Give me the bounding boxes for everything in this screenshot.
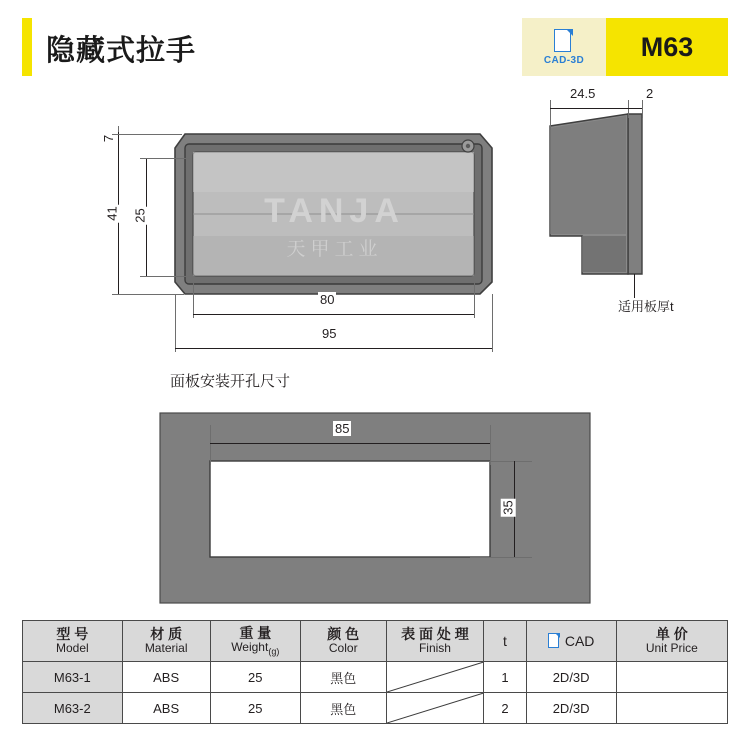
- th-weight-en: Weight$_{(g)}$: [231, 640, 280, 657]
- page-header: [0, 18, 750, 76]
- cell-color: 黑色: [300, 693, 386, 724]
- dim-label-85: 85: [335, 421, 350, 436]
- table-header: [23, 621, 728, 662]
- cell-material: ABS: [122, 693, 210, 724]
- ext-line-25-bottom: [140, 276, 190, 277]
- th-cad-label: CAD: [564, 632, 595, 649]
- ext-line-95-right: [492, 294, 493, 352]
- cell-unit-price: [616, 662, 727, 693]
- th-weight-unit: (g): [268, 646, 280, 657]
- th-finish-cn: 表 面 处 理: [401, 626, 469, 643]
- document-icon: [554, 29, 574, 53]
- watermark-brand-cn: 天甲工业: [286, 239, 383, 260]
- cutout-view-drawing: [0, 395, 750, 610]
- th-material-cn: 材 质: [150, 626, 183, 643]
- th-unit-price-cn: 单 价: [655, 626, 688, 643]
- th-model-cn: 型 号: [56, 626, 89, 643]
- th-color-cn: 颜 色: [327, 626, 360, 643]
- cell-model: M63-2: [23, 693, 123, 724]
- ext-line-85-right: [490, 425, 491, 465]
- th-model-en: Model: [55, 641, 89, 656]
- dim-label-24-5: 24.5: [570, 86, 596, 101]
- finish-strikethrough-icon: [387, 662, 484, 692]
- th-finish: [386, 621, 484, 662]
- th-color: [300, 621, 386, 662]
- table-row: [23, 662, 728, 693]
- dim-label-41: 41: [104, 206, 120, 221]
- th-thickness-label: t: [502, 632, 507, 649]
- side-view-svg: [520, 86, 750, 326]
- page-title: 隐藏式拉手: [46, 35, 197, 67]
- dim-label-35: 35: [500, 500, 516, 515]
- cell-thickness: 2: [484, 693, 526, 724]
- specification-table: [22, 620, 728, 724]
- cad-badge-label: CAD-3D: [543, 54, 585, 66]
- ext-line-2-right: [642, 100, 643, 118]
- dim-label-7: 7: [101, 134, 117, 143]
- table-body: [23, 662, 728, 724]
- ext-line-95-left: [175, 294, 176, 352]
- leader-line-plate-thickness: [634, 274, 635, 298]
- document-icon: [548, 633, 561, 649]
- ext-line-245-right: [628, 100, 629, 118]
- ext-line-top: [112, 134, 182, 135]
- th-thickness: [484, 621, 526, 662]
- table-row: [23, 693, 728, 724]
- cell-thickness: 1: [484, 662, 526, 693]
- cell-finish: [386, 662, 484, 693]
- finish-strikethrough-icon: [387, 693, 484, 723]
- ext-line-85-left: [210, 425, 211, 465]
- dim-line-2: [628, 108, 642, 109]
- cell-cad[interactable]: 2D/3D: [526, 662, 616, 693]
- dim-label-25: 25: [132, 208, 148, 223]
- ext-line-80-left: [193, 282, 194, 318]
- model-code-box: [606, 18, 728, 76]
- th-color-en: Color: [328, 641, 358, 656]
- cell-material: ABS: [122, 662, 210, 693]
- th-model: [23, 621, 123, 662]
- cell-cad[interactable]: 2D/3D: [526, 693, 616, 724]
- dim-label-95: 95: [322, 326, 337, 341]
- dim-line-80: [193, 314, 474, 315]
- th-material-en: Material: [144, 641, 188, 656]
- cell-weight: 25: [210, 693, 300, 724]
- cell-model: M63-1: [23, 662, 123, 693]
- cell-color: 黑色: [300, 662, 386, 693]
- table-header-row: [23, 621, 728, 662]
- header-accent-bar: [22, 18, 32, 76]
- dim-line-85: [210, 443, 490, 444]
- cutout-view-svg: [0, 395, 750, 610]
- watermark-brand-latin: TANJA: [264, 192, 405, 230]
- th-finish-en: Finish: [418, 641, 451, 656]
- th-unit-price-en: Unit Price: [645, 641, 698, 656]
- th-weight: [210, 621, 300, 662]
- note-plate-thickness: 适用板厚t: [618, 299, 674, 314]
- front-view-drawing: [0, 86, 520, 376]
- dim-label-2: 2: [646, 86, 654, 101]
- cell-weight: 25: [210, 662, 300, 693]
- model-code: M63: [640, 31, 694, 62]
- cad-3d-badge[interactable]: [522, 18, 606, 76]
- dim-label-80: 80: [320, 292, 335, 307]
- side-view-drawing: [520, 86, 750, 326]
- th-weight-cn: 重 量: [239, 625, 272, 642]
- ext-line-80-right: [474, 282, 475, 318]
- ext-line-35-top: [470, 461, 532, 462]
- front-view-svg: [0, 86, 520, 376]
- cell-finish: [386, 693, 484, 724]
- th-unit-price: [616, 621, 727, 662]
- dim-line-245: [550, 108, 628, 109]
- th-material: [122, 621, 210, 662]
- th-cad: [526, 621, 616, 662]
- cutout-section-title: 面板安装开孔尺寸: [170, 373, 291, 390]
- ext-line-25-top: [140, 158, 190, 159]
- dim-line-95: [175, 348, 492, 349]
- ext-line-35-bottom: [470, 557, 532, 558]
- cell-unit-price: [616, 693, 727, 724]
- ext-line-245-left: [550, 100, 551, 130]
- ext-line-bottom: [112, 294, 184, 295]
